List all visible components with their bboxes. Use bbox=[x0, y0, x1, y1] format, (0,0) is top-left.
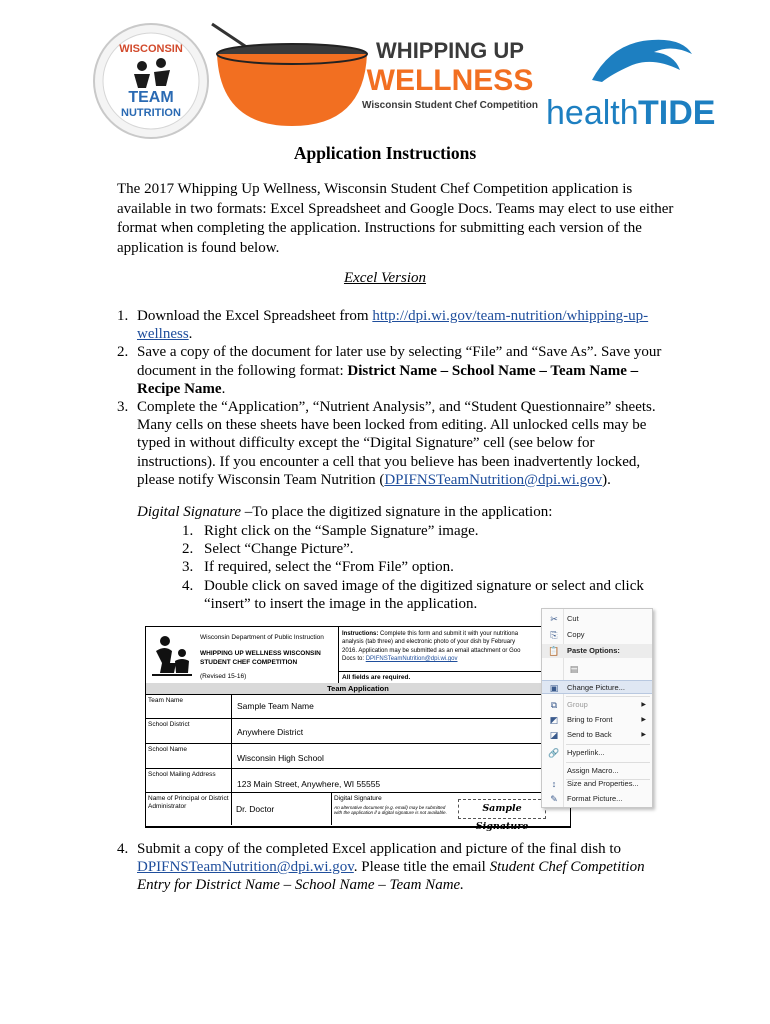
instructions-label: Instructions: bbox=[342, 631, 379, 637]
list-number: 2. bbox=[182, 541, 194, 558]
menu-item-send-to-back[interactable] bbox=[542, 728, 652, 742]
row-label: School Mailing Address bbox=[146, 769, 232, 792]
hyperlink-icon: 🔗 bbox=[548, 748, 560, 758]
form-row-principal bbox=[146, 793, 570, 832]
email-title-format: Student Chef Competition Entry for District Name – School Name – Team Name. bbox=[137, 859, 645, 894]
svg-text:NUTRITION: NUTRITION bbox=[121, 107, 181, 119]
submenu-arrow-icon: ▶ bbox=[641, 732, 646, 738]
form-row-team-name bbox=[146, 695, 570, 719]
send-to-back-icon: ◪ bbox=[549, 730, 559, 740]
principal-field[interactable]: Dr. Doctor bbox=[236, 804, 275, 814]
form-instructions bbox=[342, 630, 567, 664]
menu-item-format-picture[interactable] bbox=[542, 792, 652, 806]
menu-item-label: Bring to Front bbox=[567, 715, 613, 724]
step-tail: ). bbox=[602, 471, 611, 488]
menu-item-label: Paste Options: bbox=[567, 646, 620, 655]
context-menu bbox=[541, 608, 653, 808]
step-text: Right click on the “Sample Signature” image. bbox=[204, 523, 479, 539]
menu-item-label: Size and Properties... bbox=[567, 779, 639, 788]
intro-paragraph: The 2017 Whipping Up Wellness, Wisconsin Student Chef Competition application is available in two formats: Excel Spreadsheet and Google Docs. Teams may elect to use either format when completing the application. Instructions for submitting each version of the application is found below. bbox=[117, 181, 674, 256]
list-number: 1. bbox=[182, 523, 194, 539]
school-name-field[interactable]: Wisconsin High School bbox=[237, 753, 324, 763]
team-application-heading: Team Application bbox=[146, 683, 570, 695]
form-revised: (Revised 15-16) bbox=[200, 673, 247, 680]
list-number: 4. bbox=[117, 841, 129, 857]
final-steps-list bbox=[117, 840, 662, 895]
instructions-line: Docs to: bbox=[342, 656, 366, 663]
form-organization: Wisconsin Department of Public Instruction bbox=[200, 634, 324, 641]
svg-text:WISCONSIN: WISCONSIN bbox=[119, 43, 183, 55]
svg-text:Wisconsin Student Chef Competi: Wisconsin Student Chef Competition bbox=[361, 100, 539, 111]
excel-steps-list bbox=[117, 307, 662, 489]
excel-version-heading: Excel Version bbox=[343, 270, 427, 286]
list-number: 4. bbox=[182, 577, 194, 594]
instructions-email-link[interactable]: DPIFNSTeamNutrition@dpi.wi.gov bbox=[365, 656, 458, 663]
school-district-field[interactable]: Anywhere District bbox=[237, 727, 304, 737]
change-picture-icon: ▣ bbox=[549, 683, 559, 693]
digital-signature-intro bbox=[137, 503, 657, 521]
form-header-left bbox=[146, 626, 339, 684]
digital-signature-cell bbox=[331, 793, 455, 825]
step-tail: . bbox=[188, 326, 193, 343]
form-row-school-name bbox=[146, 744, 570, 769]
instructions-line: analysis (tab three) and electronic photo of your dish by February bbox=[342, 639, 516, 646]
signature-steps-list bbox=[182, 522, 652, 613]
download-link[interactable]: http://dpi.wi.gov/team-nutrition/whipping-up-wellness bbox=[137, 308, 649, 343]
svg-text:WHIPPING UP: WHIPPING UP bbox=[376, 38, 524, 63]
menu-item-label: Copy bbox=[567, 630, 585, 639]
scissors-icon: ✂ bbox=[550, 614, 558, 624]
email-link[interactable]: DPIFNSTeamNutrition@dpi.wi.gov bbox=[384, 471, 603, 488]
step-tail: . bbox=[221, 380, 226, 397]
form-row-mailing-address bbox=[146, 769, 570, 793]
list-item bbox=[182, 540, 652, 558]
row-label: Name of Principal or District Administrator bbox=[146, 793, 232, 825]
menu-item-cut[interactable] bbox=[542, 612, 652, 626]
family-icon bbox=[150, 633, 194, 677]
row-label: School Name bbox=[146, 744, 232, 768]
whipping-up-wellness-logo bbox=[202, 18, 539, 130]
wisconsin-team-nutrition-logo bbox=[92, 22, 210, 140]
list-item bbox=[182, 558, 652, 576]
list-item bbox=[117, 398, 662, 489]
program-line-2: STUDENT CHEF COMPETITION bbox=[200, 659, 298, 666]
row-label: Team Name bbox=[146, 695, 232, 718]
signature-cell-label: Digital Signature bbox=[334, 795, 382, 802]
row-label: School District bbox=[146, 719, 232, 743]
menu-item-group[interactable] bbox=[542, 698, 652, 712]
step-text: . Please title the email bbox=[353, 859, 490, 876]
copy-icon: ⎘ bbox=[550, 630, 558, 640]
svg-text:TEAM: TEAM bbox=[128, 89, 174, 106]
svg-text:health: health bbox=[546, 94, 639, 132]
step-text: Submit a copy of the completed Excel application and picture of the final dish to bbox=[137, 841, 622, 857]
paste-icon: 📋 bbox=[548, 646, 560, 656]
header-logos bbox=[92, 18, 716, 133]
excel-form-screenshot bbox=[145, 626, 571, 832]
menu-item-label: Format Picture... bbox=[567, 794, 623, 803]
signature-cell-note: An alternative document (e.g. email) may be submitted with the application if a digital signature is not available. bbox=[334, 804, 447, 816]
menu-item-paste-options bbox=[542, 644, 652, 658]
list-number: 3. bbox=[117, 399, 129, 416]
sample-signature-image[interactable]: Sample Signature bbox=[458, 799, 546, 819]
menu-item-size-properties[interactable] bbox=[542, 777, 652, 791]
filename-format: District Name – School Name – Team Name – Recipe Name bbox=[137, 362, 639, 397]
menu-separator bbox=[566, 744, 650, 745]
list-number: 1. bbox=[117, 308, 129, 324]
mailing-address-field[interactable]: 123 Main Street, Anywhere, WI 55555 bbox=[237, 779, 381, 789]
submenu-arrow-icon: ▶ bbox=[641, 717, 646, 723]
step-text: Download the Excel Spreadsheet from bbox=[137, 308, 373, 324]
step-text: Select “Change Picture”. bbox=[204, 541, 354, 558]
list-number: 3. bbox=[182, 559, 194, 576]
menu-separator bbox=[566, 696, 650, 697]
step-text: Save a copy of the document for later use by selecting “File” and “Save As”. Save your document in the following format: bbox=[137, 344, 662, 379]
svg-text:TIDE: TIDE bbox=[638, 94, 716, 132]
paste-picture-icon: ▤ bbox=[569, 664, 579, 674]
form-required-note: All fields are required. bbox=[339, 671, 570, 683]
size-properties-icon: ↕ bbox=[551, 779, 557, 789]
list-item bbox=[117, 343, 662, 398]
healthtide-logo bbox=[542, 32, 716, 132]
list-number: 2. bbox=[117, 344, 129, 361]
instructions-line: 2016. Application may be submitted as an email attachment or Goo bbox=[342, 647, 521, 654]
menu-item-hyperlink[interactable] bbox=[542, 746, 652, 760]
menu-item-bring-to-front[interactable] bbox=[542, 713, 652, 727]
program-line-1: WHIPPING UP WELLNESS WISCONSIN bbox=[200, 650, 321, 657]
instructions-line: Complete this form and submit it with your nutritiona bbox=[378, 631, 519, 637]
menu-separator bbox=[566, 762, 650, 763]
form-row-school-district bbox=[146, 719, 570, 744]
form-header-right bbox=[339, 626, 570, 684]
digital-signature-text: –To place the digitized signature in the application: bbox=[241, 504, 553, 520]
menu-item-copy[interactable] bbox=[542, 628, 652, 642]
page-title: Application Instructions bbox=[293, 143, 477, 163]
list-item bbox=[117, 840, 662, 895]
menu-item-paste-picture[interactable] bbox=[542, 660, 652, 678]
svg-text:WELLNESS: WELLNESS bbox=[366, 64, 534, 97]
menu-item-label: Assign Macro... bbox=[567, 766, 619, 775]
digital-signature-label: Digital Signature bbox=[137, 504, 242, 520]
group-icon: ⧉ bbox=[550, 700, 558, 710]
menu-item-label: Cut bbox=[567, 614, 579, 623]
menu-item-label: Hyperlink... bbox=[567, 748, 605, 757]
bring-to-front-icon: ◩ bbox=[549, 715, 559, 725]
step-text: If required, select the “From File” option. bbox=[204, 559, 454, 576]
menu-item-label: Send to Back bbox=[567, 730, 612, 739]
step-text: Double click on saved image of the digitized signature or select and click “insert” to insert the image in the application. bbox=[204, 577, 644, 612]
menu-item-label: Change Picture... bbox=[567, 683, 625, 692]
menu-item-label: Group bbox=[567, 700, 588, 709]
menu-item-change-picture[interactable] bbox=[542, 680, 652, 694]
step-text: Complete the “Application”, “Nutrient Analysis”, and “Student Questionnaire” sheets. Many cells on these sheets have been locked from editing. All unlocked cells may be typed in without difficulty except the “Digital Signature” cell (see below for instructions). If you encounter a cell that you believe has been inadvertently locked, please notify Wisconsin Team Nutrition ( bbox=[137, 399, 656, 488]
list-item bbox=[117, 307, 662, 343]
format-picture-icon: ✎ bbox=[550, 794, 558, 804]
submenu-arrow-icon: ▶ bbox=[641, 702, 646, 708]
menu-item-assign-macro[interactable] bbox=[542, 764, 652, 778]
form-program-name bbox=[200, 649, 321, 667]
list-item bbox=[182, 522, 652, 540]
submit-email-link[interactable]: DPIFNSTeamNutrition@dpi.wi.gov bbox=[137, 859, 354, 876]
team-name-field[interactable]: Sample Team Name bbox=[237, 701, 314, 711]
